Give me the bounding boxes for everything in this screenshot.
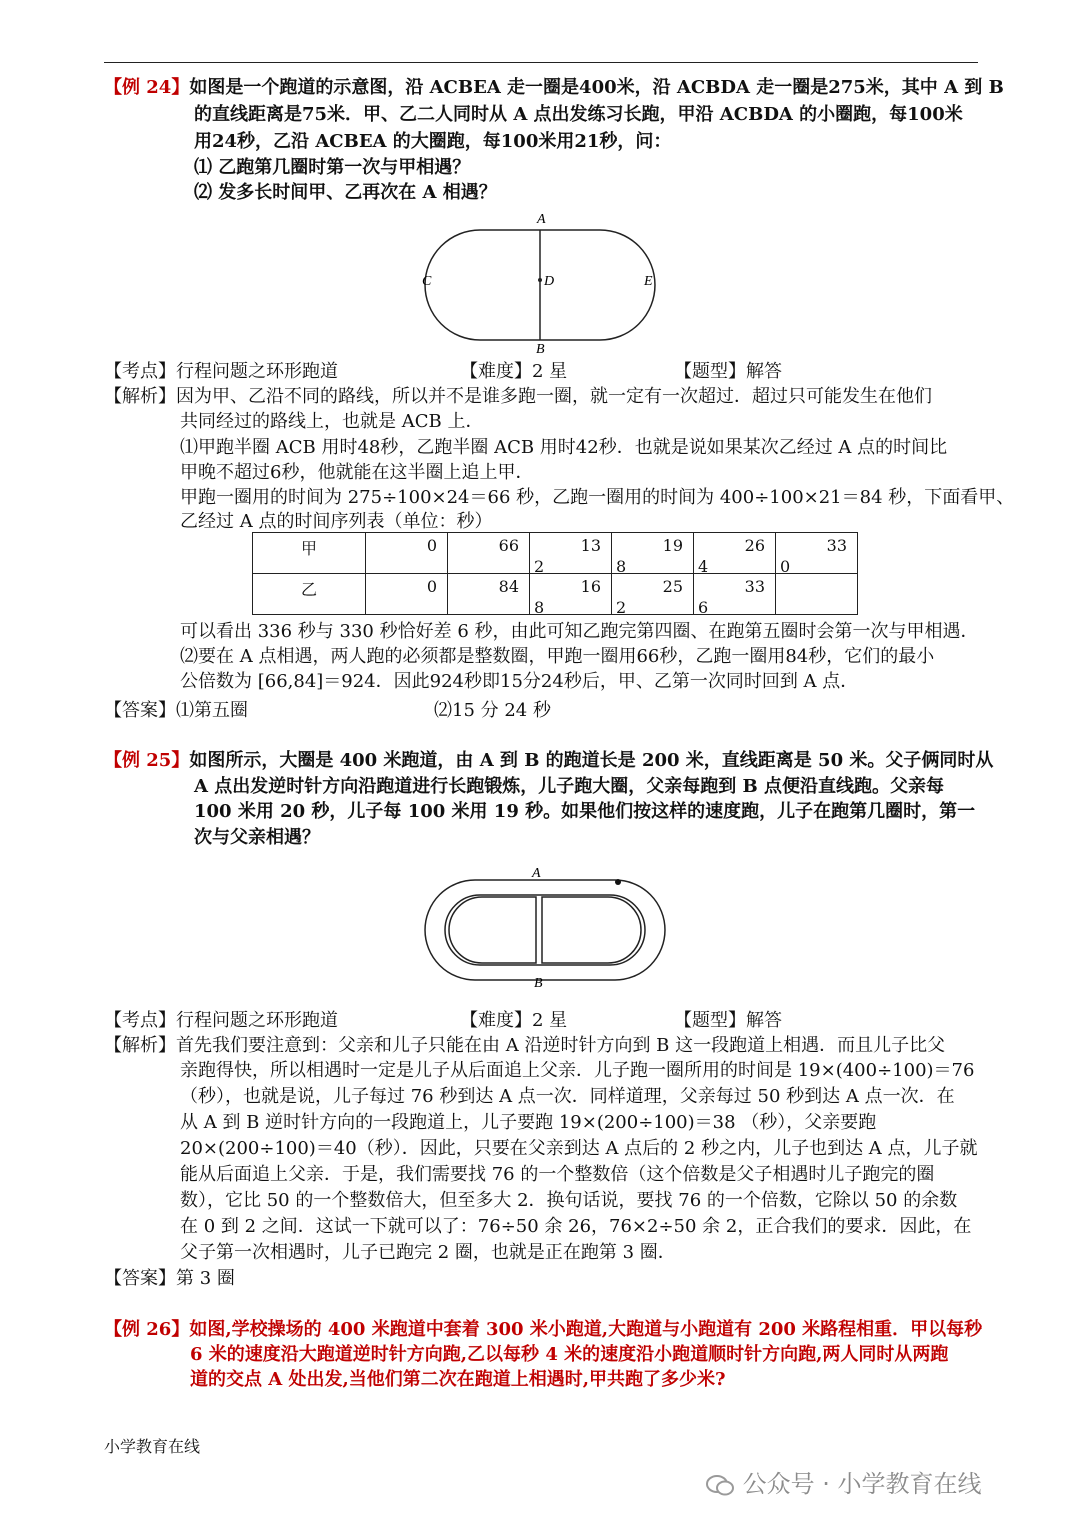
ex24-label-c: C bbox=[422, 274, 432, 289]
ex24-type: 【题型】解答 bbox=[674, 361, 782, 382]
ex24-question2: ⑵ 发多长时间甲、乙再次在 A 相遇？ bbox=[194, 182, 497, 203]
ex24-result-line: 可以看出 336 秒与 330 秒恰好差 6 秒，由此可知乙跑完第四圈、在跑第五圈时会第一次与甲相遇． bbox=[180, 621, 979, 642]
ex26-tag: 【例 26】 bbox=[104, 1319, 190, 1340]
ex26-line2: 6 米的速度沿大跑道逆时针方向跑,乙以每秒 4 米的速度沿小跑道顺时针方向跑,两人同时从两跑 bbox=[190, 1344, 949, 1365]
table-cell: 25 2 bbox=[612, 574, 694, 615]
header-rule bbox=[104, 62, 978, 63]
ex25-answer: 【答案】第 3 圈 bbox=[104, 1268, 235, 1289]
ex25-analysis-line: 亲跑得快，所以相遇时一定是儿子从后面追上父亲．儿子跑一圈所用的时间是 19×(400÷100)＝76 bbox=[180, 1060, 975, 1081]
table-row-label: 乙 bbox=[253, 574, 366, 615]
ex24-label-d: D bbox=[544, 274, 555, 289]
table-cell: 26 4 bbox=[694, 533, 776, 574]
ex24-track-diagram bbox=[410, 205, 670, 355]
ex24-tag: 【例 24】 bbox=[104, 77, 190, 98]
wechat-icon bbox=[705, 1473, 735, 1497]
ex24-result-line: 公倍数为 [66,84]＝924．因此924秒即15分24秒后，甲、乙第一次同时回到 A 点． bbox=[180, 671, 859, 692]
time-sequence-table bbox=[252, 532, 858, 615]
ex25-analysis-line: 从 A 到 B 逆时针方向的一段跑道上，儿子要跑 19×(200÷100)＝38 （秒），父亲要跑 bbox=[180, 1112, 877, 1133]
table-cell: 13 2 bbox=[530, 533, 612, 574]
ex24-analysis-line: 乙经过 A 点的时间序列表（单位：秒） bbox=[180, 511, 493, 532]
ex26-line3: 道的交点 A 处出发,当他们第二次在跑道上相遇时,甲共跑了多少米? bbox=[190, 1369, 726, 1390]
ex25-topic: 【考点】行程问题之环形跑道 bbox=[104, 1010, 338, 1031]
ex24-label-e: E bbox=[644, 274, 653, 289]
page-footer: 小学教育在线 bbox=[104, 1437, 201, 1456]
ex25-difficulty: 【难度】2 星 bbox=[460, 1010, 568, 1031]
ex25-line4: 次与父亲相遇？ bbox=[194, 827, 320, 848]
table-cell: 16 8 bbox=[530, 574, 612, 615]
watermark: 公众号 · 小学教育在线 bbox=[705, 1464, 982, 1499]
table-cell: 19 8 bbox=[612, 533, 694, 574]
ex25-analysis-line: 【解析】首先我们要注意到：父亲和儿子只能在由 A 沿逆时针方向到 B 这一段跑道上相遇．而且儿子比父 bbox=[104, 1035, 946, 1056]
ex24-line3: 用24秒，乙沿 ACBEA 的大圈跑，每100米用21秒，问： bbox=[194, 131, 672, 152]
ex25-analysis-line: 数），它比 50 的一个整数倍大，但至多大 2．换句话说，要找 76 的一个倍数，它除以 50 的余数 bbox=[180, 1190, 958, 1211]
ex24-line1: 【例 24】如图是一个跑道的示意图，沿 ACBEA 走一圈是400米，沿 ACBDA 走一圈是275米，其中 A 到 B bbox=[104, 77, 1004, 98]
table-cell: 0 bbox=[366, 533, 448, 574]
ex25-line3: 100 米用 20 秒，儿子每 100 米用 19 秒。如果他们按这样的速度跑，儿子在跑第几圈时，第一 bbox=[194, 801, 976, 822]
ex25-analysis-line: 能从后面追上父亲．于是，我们需要找 76 的一个整数倍（这个倍数是父子相遇时儿子跑完的圈 bbox=[180, 1164, 935, 1185]
table-cell: 66 bbox=[448, 533, 530, 574]
ex25-tag: 【例 25】 bbox=[104, 750, 190, 771]
ex25-track-diagram bbox=[410, 860, 670, 995]
ex26-line1: 【例 26】如图,学校操场的 400 米跑道中套着 300 米小跑道,大跑道与小跑道有 200 米路程相重．甲以每秒 bbox=[104, 1319, 983, 1340]
table-cell bbox=[776, 574, 858, 615]
ex24-analysis-line: ⑴甲跑半圈 ACB 用时48秒，乙跑半圈 ACB 用时42秒．也就是说如果某次乙经过 A 点的时间比 bbox=[180, 437, 948, 458]
table-cell: 33 6 bbox=[694, 574, 776, 615]
ex24-analysis-line: 共同经过的路线上，也就是 ACB 上． bbox=[180, 411, 484, 432]
table-cell: 84 bbox=[448, 574, 530, 615]
ex24-difficulty: 【难度】2 星 bbox=[460, 361, 568, 382]
ex24-answer-2: ⑵15 分 24 秒 bbox=[434, 700, 551, 721]
ex25-analysis-line: 在 0 到 2 之间．这试一下就可以了：76÷50 余 26，76×2÷50 余 2，正合我们的要求．因此，在 bbox=[180, 1216, 972, 1237]
ex25-label-a: A bbox=[532, 866, 541, 881]
ex25-analysis-line: （秒），也就是说，儿子每过 76 秒到达 A 点一次．同样道理，父亲每过 50 秒到达 A 点一次．在 bbox=[180, 1086, 955, 1107]
table-cell: 0 bbox=[366, 574, 448, 615]
ex24-answer-1: 【答案】⑴第五圈 bbox=[104, 700, 248, 721]
ex24-result-line: ⑵要在 A 点相遇，两人跑的必须都是整数圈，甲跑一圈用66秒，乙跑一圈用84秒，它们的最小 bbox=[180, 646, 935, 667]
table-cell: 33 0 bbox=[776, 533, 858, 574]
ex25-type: 【题型】解答 bbox=[674, 1010, 782, 1031]
ex24-label-b: B bbox=[536, 342, 545, 355]
ex25-line1: 【例 25】如图所示，大圈是 400 米跑道，由 A 到 B 的跑道长是 200 米，直线距离是 50 米。父子俩同时从 bbox=[104, 750, 994, 771]
ex25-analysis-line: 父子第一次相遇时，儿子已跑完 2 圈，也就是正在跑第 3 圈． bbox=[180, 1242, 676, 1263]
ex25-label-b: B bbox=[534, 976, 543, 991]
ex24-analysis-line: 甲跑一圈用的时间为 275÷100×24＝66 秒，乙跑一圈用的时间为 400÷100×21＝84 秒，下面看甲、 bbox=[180, 487, 1015, 508]
ex24-analysis-line: 甲晚不超过6秒，他就能在这半圈上追上甲． bbox=[180, 462, 534, 483]
ex24-topic: 【考点】行程问题之环形跑道 bbox=[104, 361, 338, 382]
ex24-question1: ⑴ 乙跑第几圈时第一次与甲相遇？ bbox=[194, 157, 471, 178]
ex25-line2: A 点出发逆时针方向沿跑道进行长跑锻炼，儿子跑大圈，父亲每跑到 B 点便沿直线跑。父亲每 bbox=[194, 776, 944, 797]
ex24-analysis-line: 【解析】因为甲、乙沿不同的路线，所以并不是谁多跑一圈，就一定有一次超过．超过只可能发生在他们 bbox=[104, 386, 932, 407]
table-row bbox=[253, 533, 858, 574]
ex24-label-a: A bbox=[537, 212, 546, 227]
ex24-line2: 的直线距离是75米．甲、乙二人同时从 A 点出发练习长跑，甲沿 ACBDA 的小圈跑，每100米 bbox=[194, 104, 963, 125]
ex25-analysis-line: 20×(200÷100)＝40（秒）．因此，只要在父亲到达 A 点后的 2 秒之内，儿子也到达 A 点，儿子就 bbox=[180, 1138, 978, 1159]
table-row-label: 甲 bbox=[253, 533, 366, 574]
table-row bbox=[253, 574, 858, 615]
